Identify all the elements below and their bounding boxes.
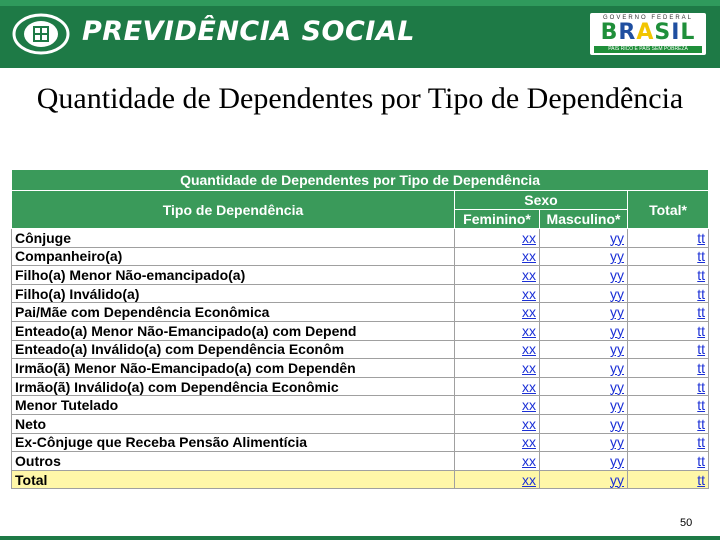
table-row xyxy=(12,229,709,248)
column-header-type: Tipo de Dependência xyxy=(12,191,455,229)
table-row xyxy=(12,359,709,378)
cell-masculino[interactable]: yy xyxy=(540,340,628,359)
gov-slogan: PAÍS RICO É PAÍS SEM POBREZA xyxy=(594,46,702,53)
cell-feminino[interactable]: xx xyxy=(455,377,540,396)
cell-masculino[interactable]: yy xyxy=(540,359,628,378)
row-label: Irmão(ã) Menor Não-Emancipado(a) com Dependên xyxy=(12,359,455,378)
cell-masculino[interactable]: yy xyxy=(540,470,628,489)
cell-feminino[interactable]: xx xyxy=(455,247,540,266)
row-label: Menor Tutelado xyxy=(12,396,455,415)
table-total-row xyxy=(12,470,709,489)
cell-total[interactable]: tt xyxy=(628,303,709,322)
cell-feminino[interactable]: xx xyxy=(455,340,540,359)
cell-total[interactable]: tt xyxy=(628,452,709,471)
cell-masculino[interactable]: yy xyxy=(540,377,628,396)
cell-masculino[interactable]: yy xyxy=(540,452,628,471)
cell-feminino[interactable]: xx xyxy=(455,470,540,489)
footer-bar xyxy=(0,536,720,540)
slide-number: 50 xyxy=(680,517,693,529)
cell-feminino[interactable]: xx xyxy=(455,303,540,322)
row-label: Cônjuge xyxy=(12,229,455,248)
cell-feminino[interactable]: xx xyxy=(455,452,540,471)
table-row xyxy=(12,433,709,452)
cell-masculino[interactable]: yy xyxy=(540,321,628,340)
cell-feminino[interactable]: xx xyxy=(455,284,540,303)
brasil-letters: BRASIL xyxy=(600,20,696,45)
row-label: Total xyxy=(12,470,455,489)
row-label: Enteado(a) Menor Não-Emancipado(a) com Depend xyxy=(12,321,455,340)
cell-masculino[interactable]: yy xyxy=(540,303,628,322)
cell-masculino[interactable]: yy xyxy=(540,414,628,433)
cell-total[interactable]: tt xyxy=(628,433,709,452)
cell-feminino[interactable]: xx xyxy=(455,414,540,433)
cell-total[interactable]: tt xyxy=(628,396,709,415)
row-label: Companheiro(a) xyxy=(12,247,455,266)
table-title: Quantidade de Dependentes por Tipo de Dependência xyxy=(12,170,709,191)
cell-masculino[interactable]: yy xyxy=(540,266,628,285)
column-header-sexo: Sexo xyxy=(455,191,628,210)
table-row xyxy=(12,247,709,266)
cell-masculino[interactable]: yy xyxy=(540,229,628,248)
column-header-masculino: Masculino* xyxy=(540,210,628,229)
table-row xyxy=(12,452,709,471)
page-title: Quantidade de Dependentes por Tipo de Dependência xyxy=(36,82,684,115)
table-row xyxy=(12,396,709,415)
cell-masculino[interactable]: yy xyxy=(540,284,628,303)
cell-total[interactable]: tt xyxy=(628,377,709,396)
cell-total[interactable]: tt xyxy=(628,321,709,340)
column-header-feminino: Feminino* xyxy=(455,210,540,229)
row-label: Filho(a) Inválido(a) xyxy=(12,284,455,303)
cell-total[interactable]: tt xyxy=(628,414,709,433)
cell-total[interactable]: tt xyxy=(628,359,709,378)
cell-feminino[interactable]: xx xyxy=(455,396,540,415)
table-row xyxy=(12,303,709,322)
row-label: Irmão(ã) Inválido(a) com Dependência Econômic xyxy=(12,377,455,396)
cell-feminino[interactable]: xx xyxy=(455,433,540,452)
row-label: Outros xyxy=(12,452,455,471)
table-body xyxy=(12,229,709,489)
row-label: Neto xyxy=(12,414,455,433)
row-label: Ex-Cônjuge que Receba Pensão Alimentícia xyxy=(12,433,455,452)
table-row xyxy=(12,266,709,285)
cell-feminino[interactable]: xx xyxy=(455,359,540,378)
table-row xyxy=(12,377,709,396)
row-label: Enteado(a) Inválido(a) com Dependência Econôm xyxy=(12,340,455,359)
gov-top-text: GOVERNO FEDERAL xyxy=(602,15,693,21)
cell-total[interactable]: tt xyxy=(628,266,709,285)
cell-total[interactable]: tt xyxy=(628,340,709,359)
column-header-total: Total* xyxy=(628,191,709,229)
brand-title: PREVIDÊNCIA SOCIAL xyxy=(82,16,415,47)
gov-brasil-word xyxy=(590,21,706,45)
table-row xyxy=(12,284,709,303)
cell-masculino[interactable]: yy xyxy=(540,396,628,415)
cell-total[interactable]: tt xyxy=(628,284,709,303)
cell-masculino[interactable]: yy xyxy=(540,433,628,452)
table-row xyxy=(12,414,709,433)
cell-feminino[interactable]: xx xyxy=(455,266,540,285)
cell-total[interactable]: tt xyxy=(628,247,709,266)
cell-total[interactable]: tt xyxy=(628,229,709,248)
cell-feminino[interactable]: xx xyxy=(455,321,540,340)
dependents-table xyxy=(11,169,708,489)
cell-total[interactable]: tt xyxy=(628,470,709,489)
row-label: Filho(a) Menor Não-emancipado(a) xyxy=(12,266,455,285)
table-row xyxy=(12,321,709,340)
cell-masculino[interactable]: yy xyxy=(540,247,628,266)
cell-feminino[interactable]: xx xyxy=(455,229,540,248)
table-row xyxy=(12,340,709,359)
previdencia-logo-icon xyxy=(12,12,70,56)
row-label: Pai/Mãe com Dependência Econômica xyxy=(12,303,455,322)
header-banner xyxy=(0,0,720,68)
gov-brasil-logo xyxy=(590,13,706,55)
banner-stripe xyxy=(0,0,720,6)
